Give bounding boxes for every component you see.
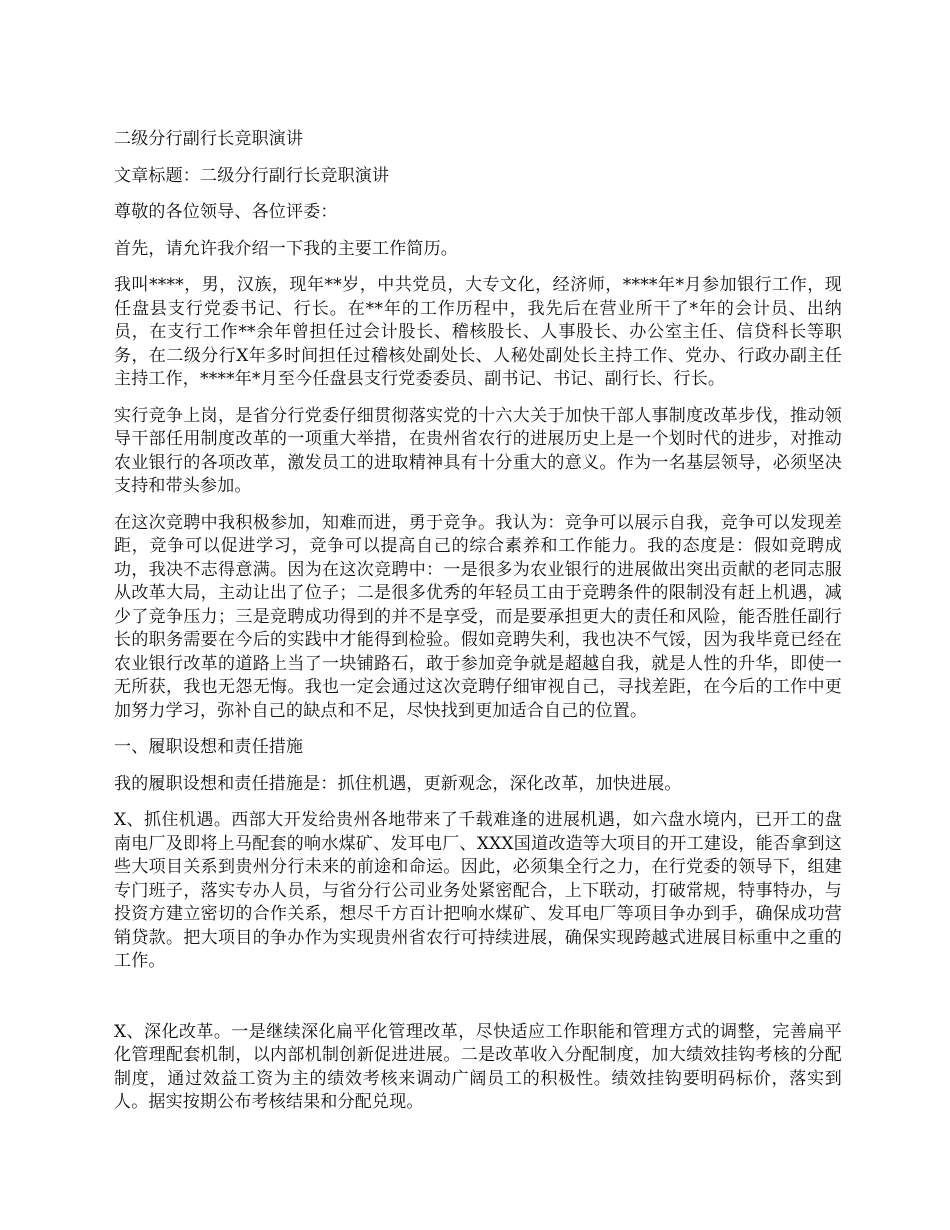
section-summary: 我的履职设想和责任措施是：抓住机遇，更新观念，深化改革，加快进展。 xyxy=(114,773,682,794)
salutation: 尊敬的各位领导、各位评委： xyxy=(114,202,338,222)
section-heading: 一、履职设想和责任措施 xyxy=(114,737,304,757)
intro-paragraph: 首先，请允许我介绍一下我的主要工作简历。 xyxy=(114,238,458,259)
opportunity-paragraph: X、抓住机遇。西部大开发给贵州各地带来了千载难逢的进展机遇，如六盘水境内，已开工的盘南电厂及即将上马配套的响水煤矿、发耳电厂、XXX国道改造等大项目的开工建设，能否拿到这些大项目关系到贵州分行未来的前途和命运。因此，必须集全行之力，在行党委的领导下，组建专门班子，落实专办人员，与省分行公司业务处紧密配合，上下联动，打破常规，特事特办，与投资方建立密切的合作关系，想尽千方百计把响水煤矿、发耳电厂等项目争办到手，确保成功营销贷款。把大项目的争办作为实现贵州省农行可持续进展，确保实现跨越式进展目标重中之重的工作。 xyxy=(114,810,842,971)
competition-significance-paragraph: 实行竞争上岗，是省分行党委仔细贯彻落实党的十六大关于加快干部人事制度改革步伐，推动领导干部任用制度改革的一项重大举措，在贵州省农行的进展历史上是一个划时代的进步，对推动农业银行的各项改革，激发员工的进取精神具有十分重大的意义。作为一名基层领导，必须坚决支持和带头参加。 xyxy=(114,405,842,496)
reform-paragraph: X、深化改革。一是继续深化扁平化管理改革，尽快适应工作职能和管理方式的调整，完善扁平化管理配套机制，以内部机制创新促进进展。二是改革收入分配制度，加大绩效挂钩考核的分配制度，通过效益工资为主的绩效考核来调动广阔员工的积极性。绩效挂钩要明码标价，落实到人。据实按期公布考核结果和分配兑现。 xyxy=(114,1021,842,1112)
document-body xyxy=(114,128,842,1128)
paragraph-gap xyxy=(114,987,842,1021)
attitude-paragraph: 在这次竞聘中我积极参加，知难而进，勇于竞争。我认为：竞争可以展示自我，竞争可以发现差距，竞争可以促进学习，竞争可以提高自己的综合素养和工作能力。我的态度是：假如竞聘成功，我决不志得意满。因为在这次竞聘中：一是很多为农业银行的进展做出突出贡献的老同志服从改革大局，主动让出了位子；二是很多优秀的年轻员工由于竞聘条件的限制没有赶上机遇，减少了竞争压力；三是竞聘成功得到的并不是享受，而是要承担更大的责任和风险，能否胜任副行长的职务需要在今后的实践中才能得到检验。假如竞聘失利，我也决不气馁，因为我毕竟已经在农业银行改革的道路上当了一块铺路石，敢于参加竞争就是超越自我，就是人性的升华，即使一无所获，我也无怨无悔。我也一定会通过这次竞聘仔细审视自己，寻找差距，在今后的工作中更加努力学习，弥补自己的缺点和不足，尽快找到更加适合自己的位置。 xyxy=(114,512,842,721)
document-title: 二级分行副行长竞职演讲 xyxy=(114,129,304,149)
resume-paragraph: 我叫****，男，汉族，现年**岁，中共党员，大专文化，经济师，****年*月参加银行工作，现任盘县支行党委书记、行长。在**年的工作历程中，我先后在营业所干了*年的会计员、出纳员，在支行工作**余年曾担任过会计股长、稽核股长、人事股长、办公室主任、信贷科长等职务，在二级分行X年多时间担任过稽核处副处长、人秘处副处长主持工作、党办、行政办副主任主持工作，****年*月至今任盘县支行党委委员、副书记、书记、副行长、行长。 xyxy=(114,275,842,389)
article-title-line: 文章标题：二级分行副行长竞职演讲 xyxy=(114,165,390,186)
